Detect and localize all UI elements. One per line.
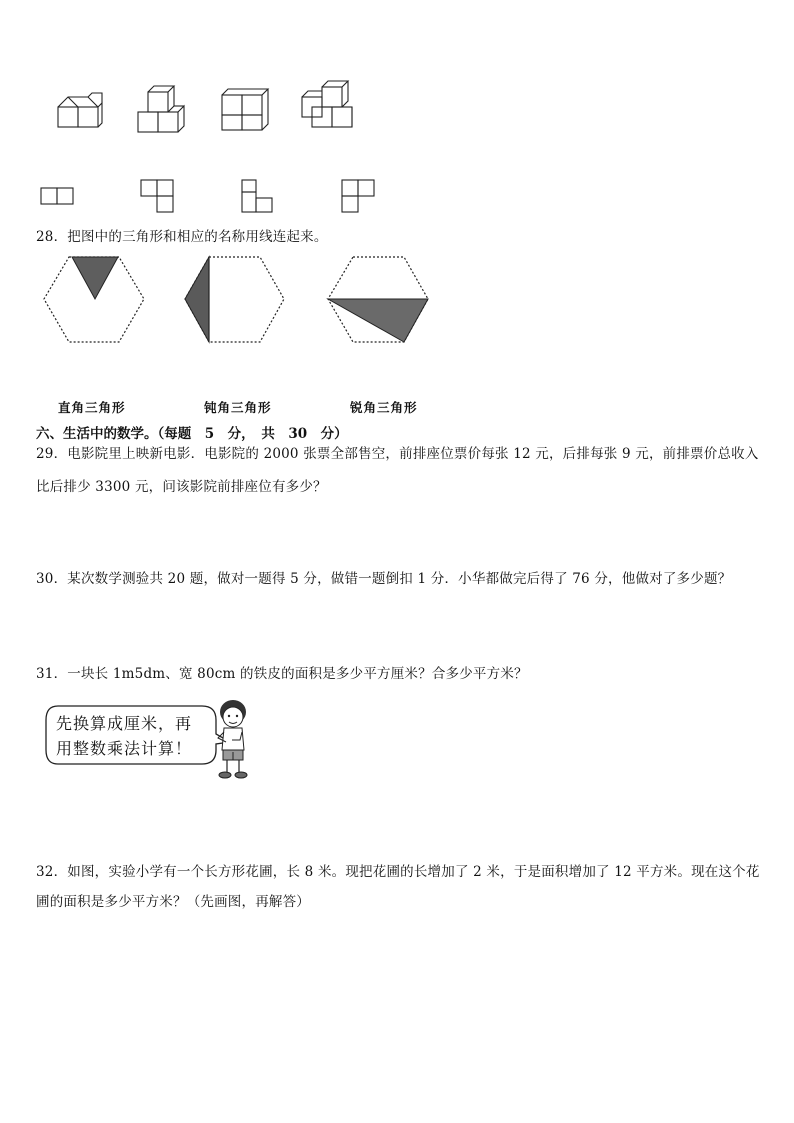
hint-line-2: 用整数乘法计算！	[56, 739, 193, 758]
section-6-title: 六、生活中的数学。（每题 5 分， 共 30 分）	[36, 426, 348, 442]
question-32-line1: 32．如图，实验小学有一个长方形花圃，长 8 米。现把花圃的长增加了 2 米，于是面积增加了 12 平方米。现在这个花	[36, 864, 760, 880]
question-29-line2: 比后排少 3300 元，问该影院前排座位有多少？	[36, 479, 327, 495]
cube-figure-1	[58, 93, 102, 127]
cube-figure-2	[138, 86, 184, 132]
question-29-line1: 29．电影院里上映新电影．电影院的 2000 张票全部售空，前排座位票价每张 12 元，后排每张 9 元，前排票价总收入	[36, 446, 759, 462]
triangle-label-obtuse: 钝角三角形	[204, 400, 272, 415]
triangle-label-acute: 锐角三角形	[350, 400, 418, 415]
triangle-label-right: 直角三角形	[58, 400, 126, 415]
question-30-text: 30．某次数学测验共 20 题，做对一题得 5 分，做错一题倒扣 1 分．小华都做完后得了 76 分，他做对了多少题？	[36, 571, 732, 587]
triangle-obtuse	[328, 299, 428, 342]
view-figures	[0, 178, 794, 218]
hexagon-figures	[0, 253, 794, 353]
view-figure-3	[242, 180, 272, 212]
view-figure-1	[41, 188, 73, 204]
hint-line-1: 先换算成厘米，再	[56, 714, 193, 733]
triangle-acute	[72, 257, 118, 299]
boy-illustration	[214, 698, 254, 788]
cube-figure-3	[222, 89, 268, 130]
view-figure-2	[141, 180, 173, 212]
triangle-right	[185, 257, 209, 342]
question-32-line2: 圃的面积是多少平方米？（先画图，再解答）	[36, 894, 310, 910]
question-31-text: 31．一块长 1m5dm、宽 80cm 的铁皮的面积是多少平方厘米？合多少平方米？	[36, 666, 528, 682]
cube-figure-4	[302, 81, 352, 127]
question-28-text: 28．把图中的三角形和相应的名称用线连起来。	[36, 229, 328, 245]
view-figure-4	[342, 180, 374, 212]
